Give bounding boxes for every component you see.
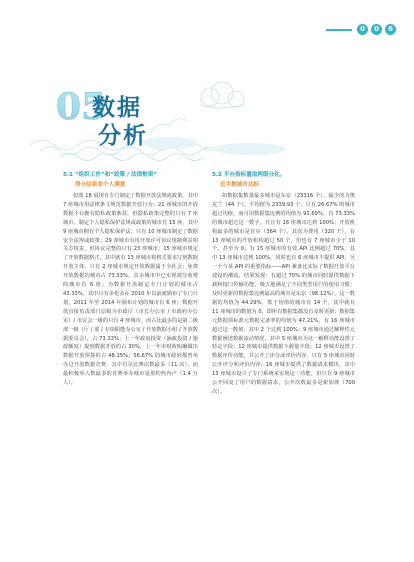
section-title [92, 94, 148, 150]
section-header-decoration [0, 75, 414, 170]
page-number-digit: 0 [371, 24, 382, 35]
right-section-subheading: 近半数城市达标 [220, 182, 260, 188]
wave-cloud-icon [142, 137, 286, 155]
page-number-digit: 6 [385, 24, 396, 35]
right-body-text: 如数据集数量最多城市是东京（23316 个），最少的为奥克兰（44 个），平均值为 2339.93 个，只有 26.67% 的城市超过均值。而可用数据集比例的均值为 91.69%，有 73.33% 的城市超过这一数字，并且有 16 座城市达到 100%；开放机构最多的城市是首尔（364 个），其次为费用（320 个），有 13 座城市的开放机构超过 50 个，但也有 7 座城市少于 10 个，甚至为 0；有 15 座城市的有效 API 比例超过 70%，其中 13 座城市达到 100%，同时也有 6 座城市不提供 API。另一个与某 API 的重要指标——API 兼备比实际了数据开放平台建设的潮流，结果发现：有超过 70% 的城市同时提供数据下载和接口传输功能，极大地满足了不同类型用户的使用习惯；及时更新的数据集比例最高的城市是东京（98.12%），这一数据的均值为 44.29%，低于均值的城市有 14 个，其中就有 11 座城市的数值为 0，即所有数据集都没有及时更新；数据集元数据项标准元数据完备率的均值为 47.21%，有 16 座城市超过这一数值，其中 2 个达到 100%；9 座城市通过解释性元数据阐述数据流动情况，其中 5 座城市为这一解释功能设置了特定字段；12 座城市提供数据下载量字段；12 座城市设置了数据评价功能，并公开了评分或评价内容，只有 5 座城市同时公开评分和评价内容；16 座城市提供了数据请求模块，其中 13 座城市设计了专门系统来实现这一功能，但只有 9 座城市公开回复了用户的数据请求，公开次数最多是新加坡（700 次）。 [212, 193, 355, 395]
left-section-subheading: 得分结果差个人满意 [75, 182, 126, 188]
left-section-heading: 5.1 “组织工作”和“政策 / 法律框架” [63, 172, 158, 178]
left-column [63, 171, 198, 388]
left-body-text: 如图 18 展现有专门制定了数据开放法规或政策。其中 7 座城市用法律条文规范数据开放行为；21 座城市的开放数据平台拥有隐私政策条款，但隐私政策完整的只有 7 座城市。制定个人隐私保护法规或政策的城市有 15 座，其中 9 座城市拥有个人隐私保护法；只有 10 座城市制定了数据安全法规或政策；29 座城市有用开放许可协议规制利益相关方权责，但协议完整的只有 23 座城市；15 座城市规定了开放数据格式，其中就有 13 座城市将格式要求写到数据开放主体，只有 2 座城市规定开放数据属于全社会；免费开放数据的城市占 73.33%，其余城市中已实现部分收费的城市有 6 座；为数据开放制定专门计划的城市占 43.33%，其中只有多伦多在 2010 年以前就颁布了专门计划，2011 年至 2014 年颁布计划的城市有 6 座；数据开放直接负责部门层级为市政厅（市长办公室 / 市政府办公室）/ 市议会一级的只有 4 座城市，而占比最多的是第二级部一级（厅 / 部 / 专项职能办公室 / 开放数据小组 / 开放数据委员会），占 73.33%；上一年政府投资（涵政投资 / 施政额度）提到数据开放的占 30%，上一年市财政明确做出数据开放预算的占 48.15%；56.67% 的城市政府都曾举办过开放数据竞赛，其中首尔比赛次数最多（11 次），而最积极举人数最多的竞赛举办城市是墨约热内卢（1.4 万人）。 [63, 193, 198, 387]
section-number: 05 [56, 86, 107, 128]
right-column [212, 171, 355, 397]
page-number-bar [326, 29, 352, 31]
page-number [326, 24, 396, 35]
section-title-line1: 数据 [92, 94, 142, 121]
page-number-digit: 0 [357, 24, 368, 35]
right-section-heading: 5.2 平台指标量取两级分化。 [212, 172, 286, 178]
section-title-line2: 分析 [98, 122, 148, 149]
